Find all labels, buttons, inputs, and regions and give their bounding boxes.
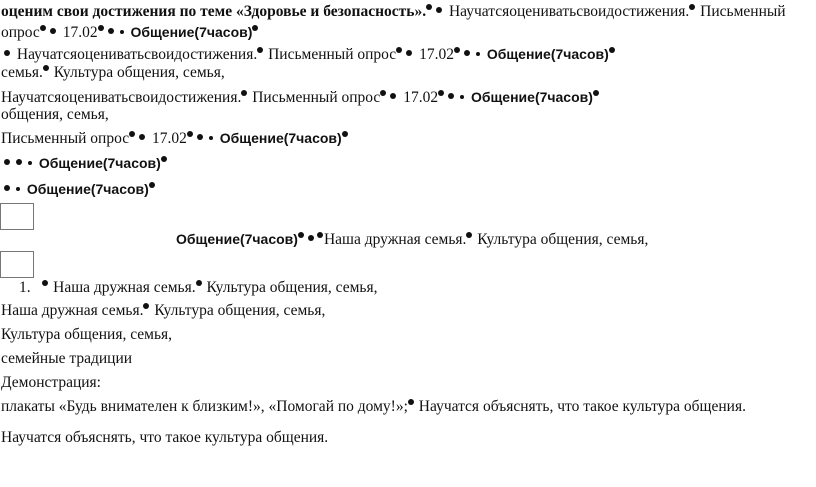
outcome-text: Научатся объяснять, что такое культура общения. [418, 398, 746, 415]
text-line-10 [176, 229, 648, 250]
control-form-text: Письменный [700, 3, 786, 20]
text-line-1 [1, 2, 786, 22]
section-title: Общение(7часов) [470, 89, 593, 105]
empty-table-cell [0, 251, 34, 278]
outcome-text: Научатсяоцениватьсвоидостижения. [16, 46, 258, 63]
bullet-icon [16, 159, 22, 165]
topic-text: Культура общения, семья, [206, 279, 378, 296]
bullet-icon [609, 47, 615, 53]
text-line-4 [1, 63, 225, 83]
bullet-icon [448, 93, 454, 99]
section-title: Общение(7часов) [38, 155, 161, 171]
bullet-icon [98, 25, 104, 31]
control-form-text: Письменный опрос [252, 89, 381, 106]
bullet-icon [408, 399, 414, 405]
text-line-7 [1, 128, 349, 149]
bullet-icon [436, 7, 442, 13]
empty-table-cell [0, 203, 34, 230]
bullet-icon [42, 280, 48, 286]
topic-text: Наша дружная семья. [53, 279, 196, 296]
bullet-icon [187, 131, 193, 137]
bullet-icon [438, 90, 444, 96]
bullet-icon [464, 50, 470, 56]
bullet-icon [241, 90, 247, 96]
section-title: Общение(7часов) [130, 24, 253, 40]
bullet-icon [476, 52, 480, 56]
topic-text: Культура общения, семья, [53, 64, 225, 81]
bullet-icon [689, 4, 695, 10]
control-form-text: опрос [1, 24, 40, 41]
text-line-17 [1, 428, 328, 448]
topic-text: семья. [1, 64, 43, 81]
posters-text: плакаты «Будь внимателен к близким!», «Помогай по дому!»; [1, 398, 408, 415]
bullet-icon [252, 25, 258, 31]
bullet-icon [593, 90, 599, 96]
topic-text: Культура общения, семья, [477, 231, 649, 248]
text-line-3 [1, 44, 616, 65]
bullet-icon [197, 134, 203, 140]
text-line-8 [1, 153, 168, 174]
bullet-icon [4, 159, 10, 165]
topic-text: семейные традиции [1, 350, 133, 367]
topic-text: Наша дружная семья. [1, 302, 144, 319]
bullet-icon [149, 182, 155, 188]
bullet-icon [257, 47, 263, 53]
lesson-goal-text: оценим свои достижения по теме «Здоровье и безопасность». [1, 3, 427, 20]
bullet-icon [308, 235, 314, 241]
bullet-icon [454, 47, 460, 53]
list-number: 1. [19, 279, 31, 296]
section-title: Общение(7часов) [486, 46, 609, 62]
topic-text: Наша дружная семья. [323, 231, 467, 248]
bullet-icon [298, 232, 304, 238]
bullet-icon [4, 50, 10, 56]
bullet-icon [108, 28, 114, 34]
bullet-icon [380, 90, 386, 96]
numbered-item-1 [19, 278, 378, 298]
bullet-icon [120, 30, 124, 34]
bullet-icon [196, 280, 202, 286]
topic-text: общения, семья, [1, 106, 109, 123]
bullet-icon [16, 187, 20, 191]
control-form-text: Письменный опрос [1, 130, 130, 147]
bullet-icon [466, 232, 472, 238]
text-line-9 [1, 179, 156, 200]
outcome-text: Научатсяоцениватьсвоидостижения. [1, 89, 242, 106]
text-line-6 [1, 105, 109, 125]
date-text: 17.02 [403, 89, 439, 106]
text-line-13 [1, 325, 172, 345]
topic-text: Культура общения, семья, [154, 302, 326, 319]
bullet-icon [406, 50, 412, 56]
section-title: Общение(7часов) [26, 181, 149, 197]
bullet-icon [40, 25, 46, 31]
control-form-text: Письменный опрос [268, 46, 397, 63]
section-title: Общение(7часов) [176, 231, 298, 247]
bullet-icon [161, 156, 167, 162]
bullet-icon [43, 65, 49, 71]
date-text: 17.02 [419, 46, 454, 63]
date-text: 17.02 [62, 24, 98, 41]
text-line-14 [1, 349, 132, 369]
bullet-icon [426, 4, 432, 10]
bullet-icon [209, 136, 213, 140]
text-line-12 [1, 301, 325, 321]
bullet-icon [396, 47, 402, 53]
bullet-icon [143, 303, 149, 309]
text-line-16 [1, 397, 746, 417]
bullet-icon [390, 93, 396, 99]
demonstration-label: Демонстрация: [1, 374, 101, 391]
bullet-icon [4, 185, 10, 191]
bullet-icon [460, 95, 464, 99]
section-title: Общение(7часов) [219, 130, 342, 146]
bullet-icon [50, 28, 56, 34]
bullet-icon [129, 131, 135, 137]
bullet-icon [28, 161, 32, 165]
text-line-15 [1, 373, 101, 393]
bullet-icon [139, 134, 145, 140]
bullet-icon [317, 232, 323, 238]
outcome-text: Научатся объяснять, что такое культура общения. [1, 429, 329, 446]
date-text: 17.02 [152, 130, 187, 147]
text-line-2 [1, 22, 259, 43]
topic-text: Культура общения, семья, [1, 326, 173, 343]
bullet-icon [342, 131, 348, 137]
outcome-text: Научатсяоцениватьсвоидостижения. [448, 3, 690, 20]
